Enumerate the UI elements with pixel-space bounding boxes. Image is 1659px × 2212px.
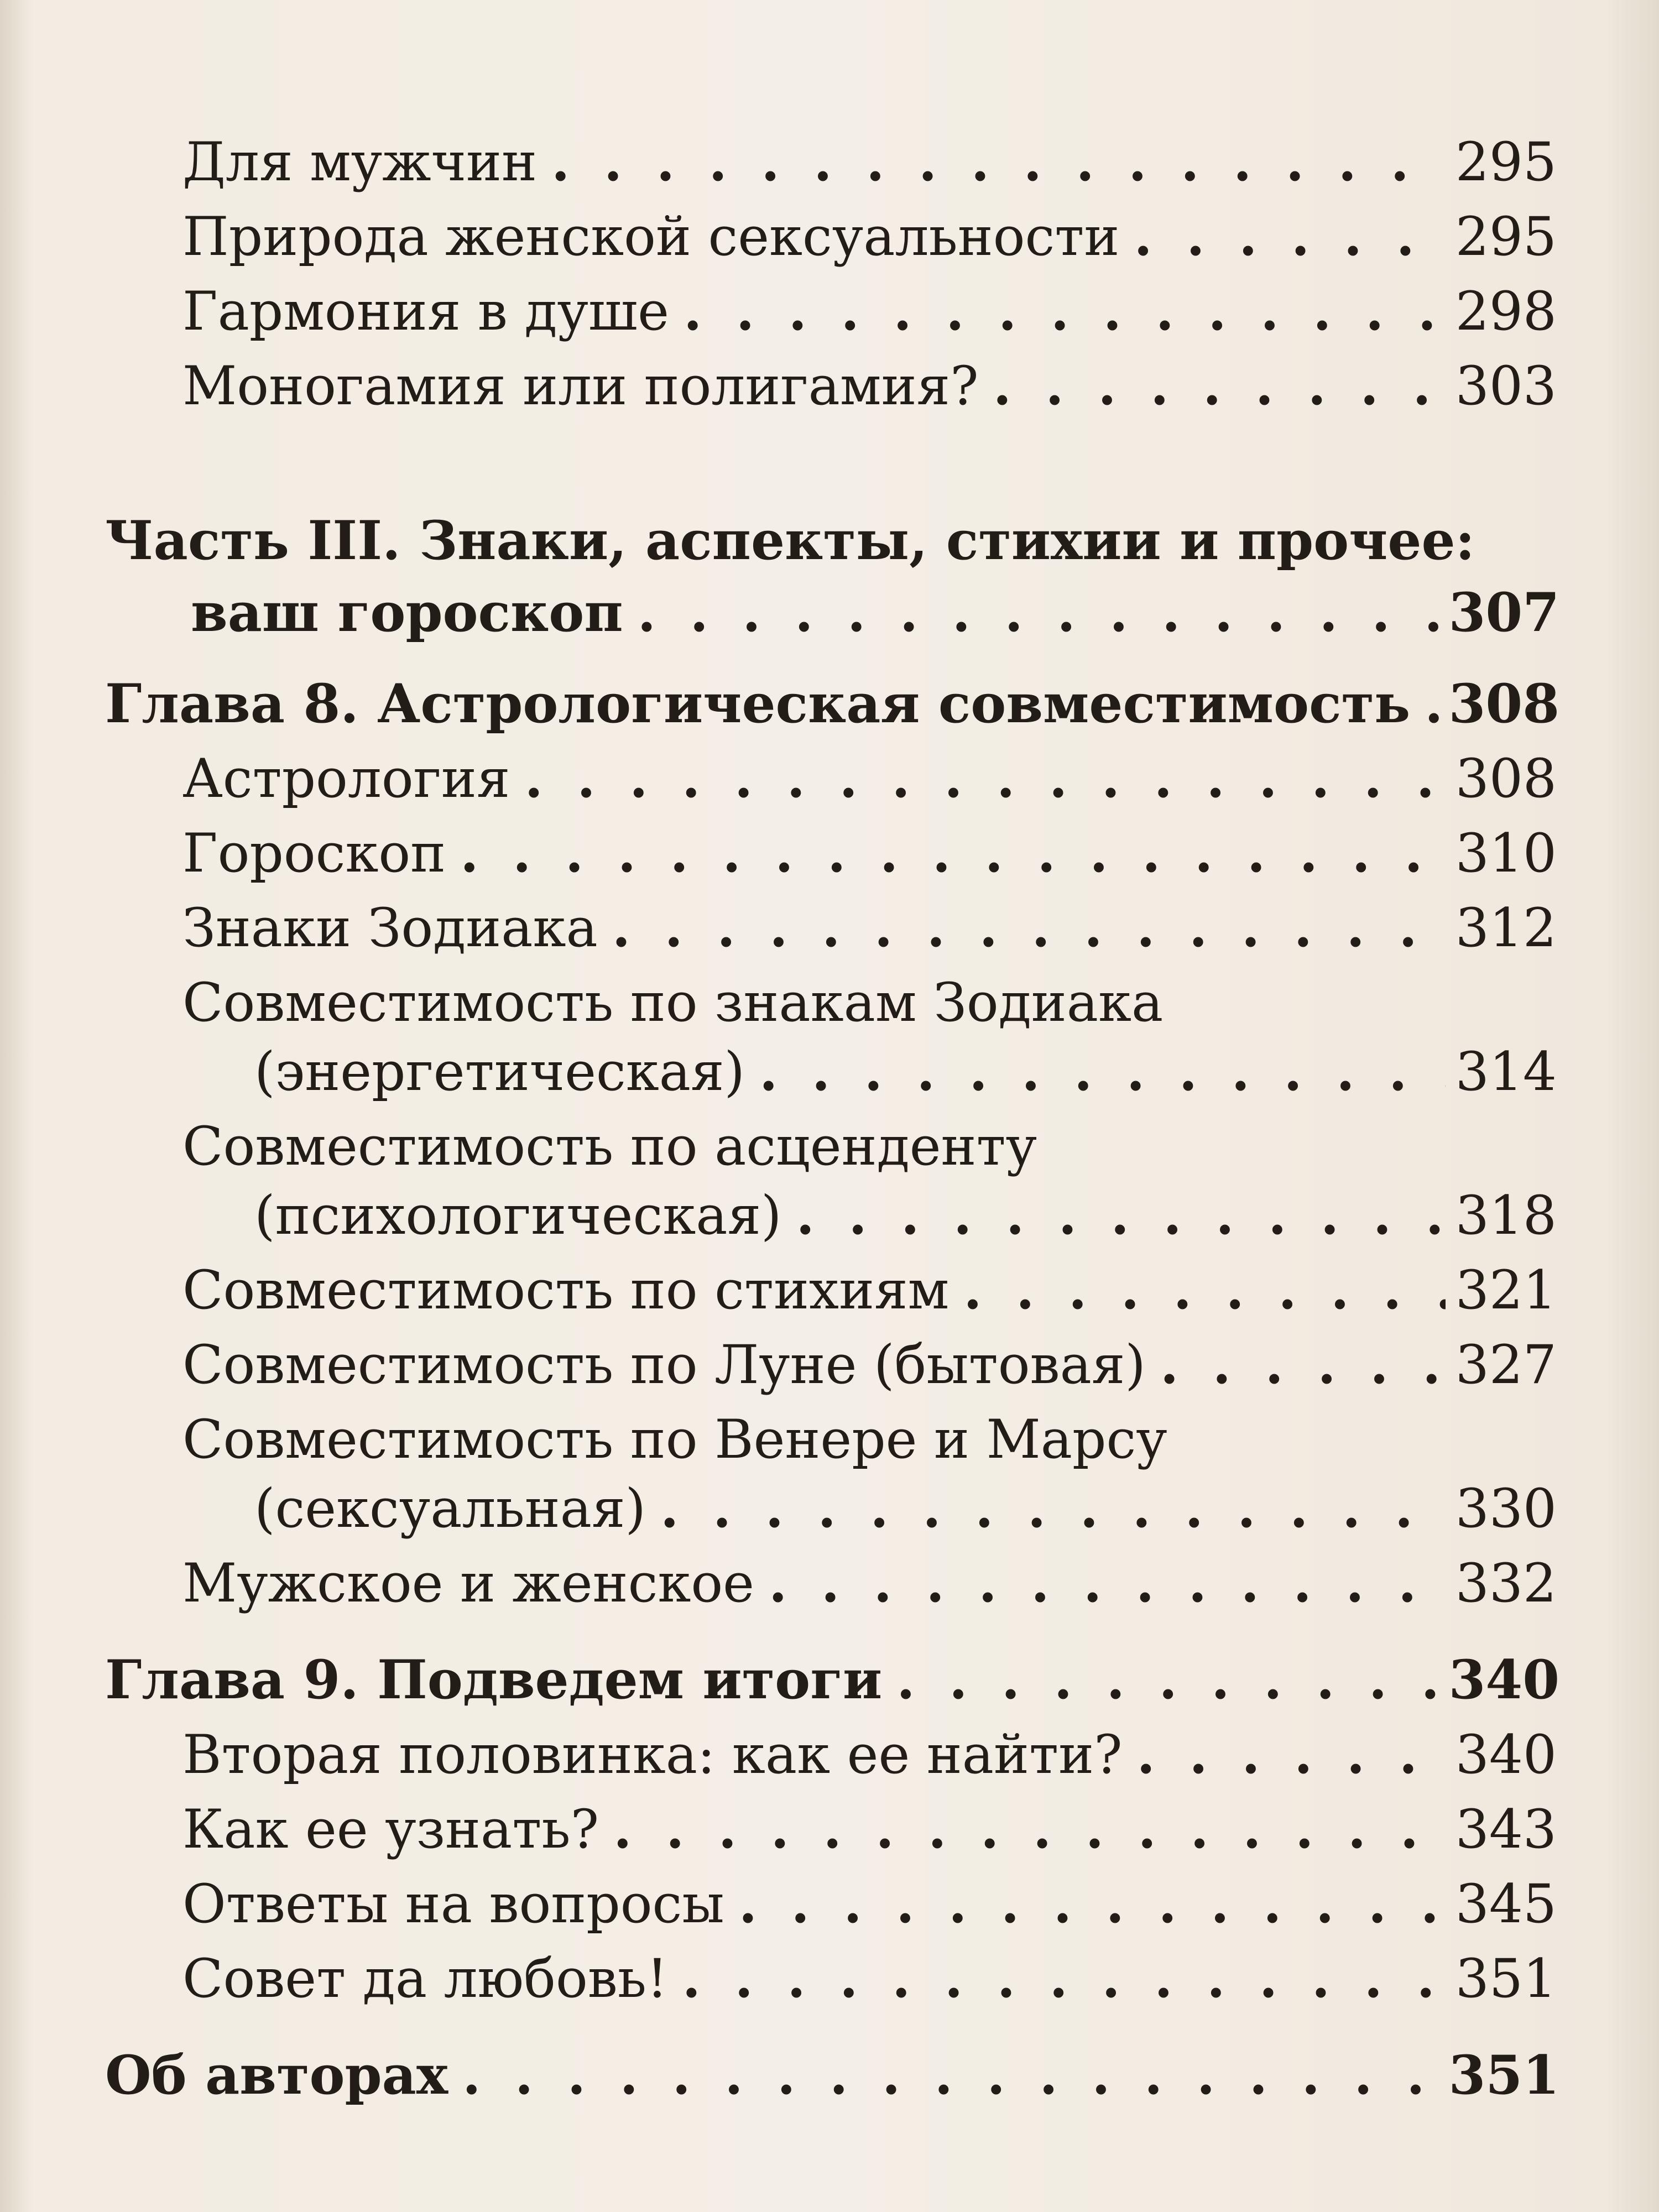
part-entry [191,581,1559,644]
toc-entry-title-line1: Совместимость по Венере и Марсу [182,1408,1167,1470]
part-page: 307 [1448,581,1559,644]
toc-entry-title-line1: Совместимость по знакам Зодиака [182,972,1164,1034]
toc-entry [182,1552,1557,1614]
chapter-entry [105,1648,1559,1711]
toc-entry-title: Гороскоп [182,822,446,884]
toc-entry-page: 310 [1455,822,1557,884]
toc-entry-page: 318 [1455,1185,1557,1246]
toc-entry-page: 321 [1455,1259,1557,1321]
toc-entry-title: Совет да любовь! [182,1948,668,2010]
toc-entry [182,1334,1557,1396]
toc-entry-page: 327 [1455,1334,1557,1396]
about-authors-title: Об авторах [105,2044,448,2106]
toc-entry-page: 330 [1455,1478,1557,1540]
leader-dots [524,752,1445,805]
toc-entry [182,280,1557,342]
toc-entry [182,206,1557,268]
toc-entry-page: 343 [1455,1798,1557,1860]
leader-dots [613,1803,1446,1856]
leader-dots [460,827,1446,880]
toc-entry [254,1041,1557,1103]
toc-entry-page: 314 [1455,1041,1557,1103]
toc-entry-page: 303 [1455,355,1557,417]
toc-entry [182,897,1557,959]
toc-entry-page: 295 [1455,131,1557,193]
chapter-title: Глава 9. Подведем итоги [105,1648,883,1711]
leader-dots [612,901,1446,954]
leader-dots [638,586,1439,639]
toc-entry-page: 295 [1455,206,1557,268]
part-title-line1: Часть III. Знаки, аспекты, стихии и прочее: [105,509,1475,572]
toc-entry-title: Мужское и женское [182,1552,754,1614]
toc-entry-title: Астрология [182,748,510,810]
chapter-page: 308 [1448,672,1559,735]
toc-entry-page: 351 [1455,1948,1557,2010]
part-title-line2: ваш гороскоп [191,581,623,644]
leader-dots [739,1877,1446,1931]
toc-entry-title: Для мужчин [182,131,538,193]
toc-entry [182,1259,1557,1321]
toc-entry-title: Гармония в душе [182,280,669,342]
toc-entry-page: 298 [1455,280,1557,342]
leader-dots [462,2049,1439,2102]
toc-entry-title-line2: (энергетическая) [254,1041,745,1103]
leader-dots [1425,677,1438,731]
leader-dots [993,359,1446,413]
chapter-entry [105,672,1559,735]
leader-dots [684,285,1446,338]
toc-entry-page: 340 [1455,1724,1557,1786]
toc-entry-title-line2: (психологическая) [254,1185,782,1246]
toc-entry-page: 308 [1455,748,1557,810]
about-authors-entry [105,2044,1559,2106]
leader-dots [759,1045,1446,1098]
toc-entry [254,1478,1557,1540]
leader-dots [1160,1338,1446,1391]
toc-entry-title: Вторая половинка: как ее найти? [182,1724,1123,1786]
toc-entry-page: 345 [1455,1873,1557,1935]
toc-entry [182,131,1557,193]
toc-entry-page: 332 [1455,1552,1557,1614]
toc-entry [254,1185,1557,1246]
toc-entry [182,822,1557,884]
chapter-page: 340 [1448,1648,1559,1711]
leader-dots [1137,1728,1446,1781]
toc-entry-title: Ответы на вопросы [182,1873,724,1935]
toc-entry [182,355,1557,417]
toc-entry-title: Совместимость по Луне (бытовая) [182,1334,1146,1396]
toc-entry-page: 312 [1455,897,1557,959]
leader-dots [551,135,1446,189]
leader-dots [963,1264,1445,1317]
toc-entry [182,1798,1557,1860]
toc-entry-title-line2: (сексуальная) [254,1478,646,1540]
leader-dots [660,1482,1446,1535]
toc-entry [182,748,1557,810]
toc-entry [182,1873,1557,1935]
chapter-title: Глава 8. Астрологическая совместимость [105,672,1411,735]
toc-entry-title-line1: Совместимость по асценденту [182,1115,1037,1177]
toc-entry-title: Совместимость по стихиям [182,1259,950,1321]
toc-entry-title: Моногамия или полигамия? [182,355,979,417]
leader-dots [796,1189,1445,1242]
leader-dots [1134,210,1445,263]
toc-entry [182,1948,1557,2010]
leader-dots [769,1557,1446,1610]
about-authors-page: 351 [1448,2044,1559,2106]
toc-entry-title: Как ее узнать? [182,1798,599,1860]
toc-entry [182,1724,1557,1786]
toc-entry-title: Природа женской сексуальности [182,206,1120,268]
toc-entry-title: Знаки Зодиака [182,897,598,959]
leader-dots [682,1952,1446,2005]
leader-dots [896,1653,1438,1707]
